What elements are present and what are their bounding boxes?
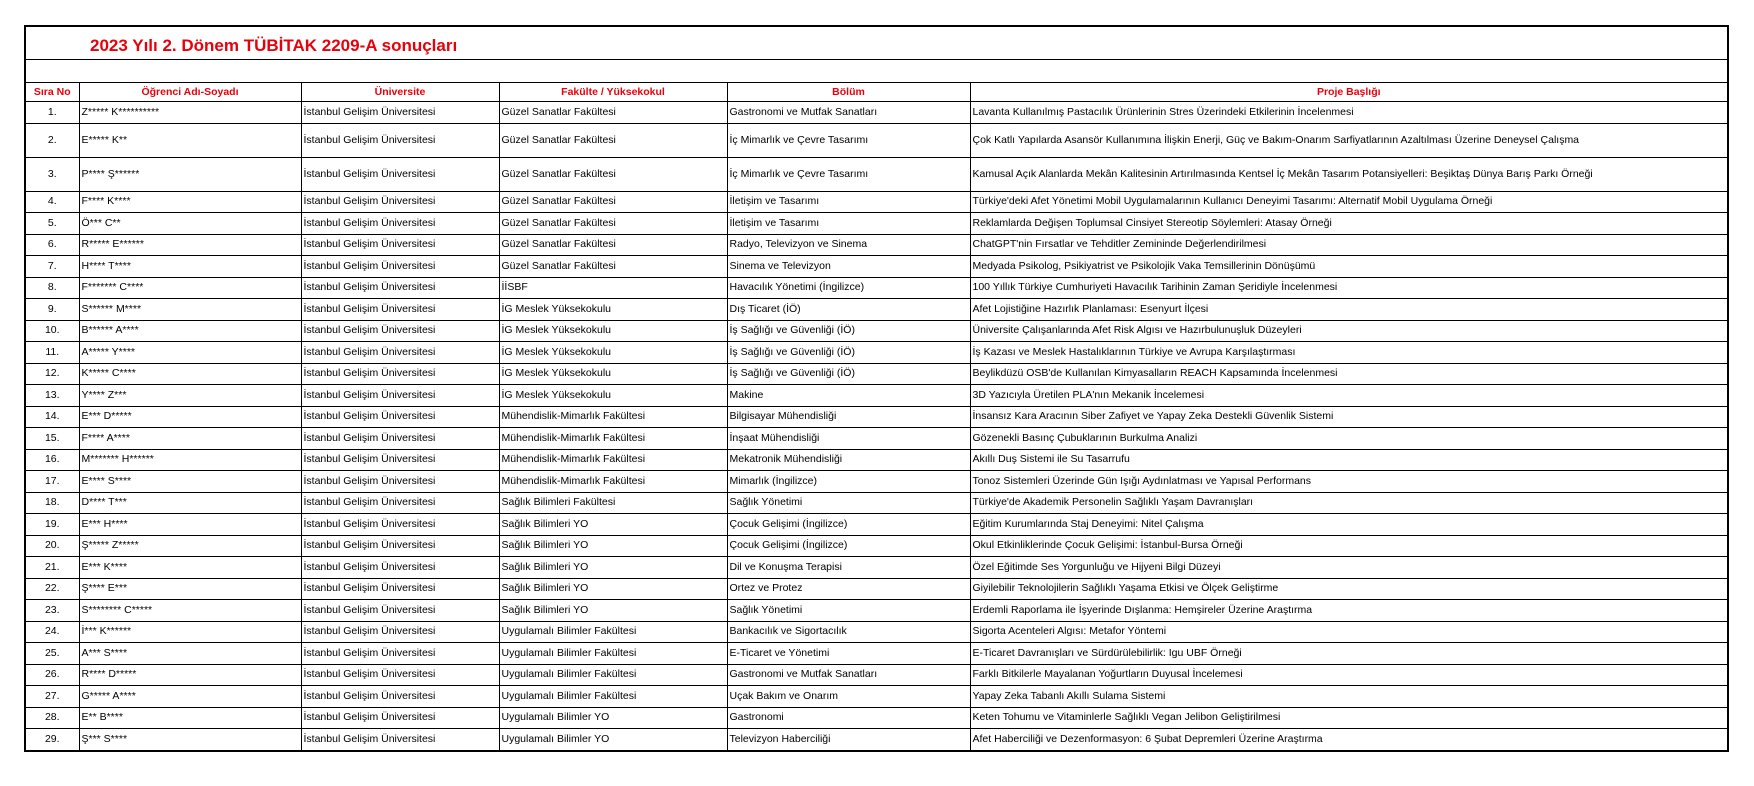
university-cell: İstanbul Gelişim Üniversitesi [301, 664, 499, 686]
department-cell: İç Mimarlık ve Çevre Tasarımı [727, 123, 970, 157]
table-row [26, 514, 1727, 536]
faculty-cell: Sağlık Bilimleri Fakültesi [499, 492, 727, 514]
faculty-cell: Mühendislik-Mimarlık Fakültesi [499, 471, 727, 493]
university-cell: İstanbul Gelişim Üniversitesi [301, 191, 499, 213]
row-number-cell: 10. [26, 320, 79, 342]
faculty-cell: İG Meslek Yüksekokulu [499, 363, 727, 385]
row-number-cell: 9. [26, 299, 79, 321]
row-number-cell: 20. [26, 535, 79, 557]
student-name-cell: Ö*** C** [79, 213, 301, 235]
project-title-cell: İnsansız Kara Aracının Siber Zafiyet ve Yapay Zeka Destekli Güvenlik Sistemi [970, 406, 1727, 428]
row-number-cell: 19. [26, 514, 79, 536]
project-title-cell: Erdemli Raporlama ile İşyerinde Dışlanma: Hemşireler Üzerine Araştırma [970, 600, 1727, 622]
project-title-cell: Beylikdüzü OSB'de Kullanılan Kimyasalların REACH Kapsamında İncelenmesi [970, 363, 1727, 385]
project-title-cell: Kamusal Açık Alanlarda Mekân Kalitesinin Artırılmasında Kentsel İç Mekân Tasarım Potansiyelleri: Beşiktaş Dünya Barış Parkı Örneği [970, 157, 1727, 191]
project-title-cell: Sigorta Acenteleri Algısı: Metafor Yöntemi [970, 621, 1727, 643]
faculty-cell: Güzel Sanatlar Fakültesi [499, 102, 727, 124]
faculty-cell: İG Meslek Yüksekokulu [499, 342, 727, 364]
faculty-cell: Mühendislik-Mimarlık Fakültesi [499, 428, 727, 450]
university-cell: İstanbul Gelişim Üniversitesi [301, 234, 499, 256]
department-cell: İnşaat Mühendisliği [727, 428, 970, 450]
department-cell: Mimarlık (İngilizce) [727, 471, 970, 493]
results-table [26, 83, 1727, 750]
table-row [26, 191, 1727, 213]
student-name-cell: M******* H****** [79, 449, 301, 471]
university-cell: İstanbul Gelişim Üniversitesi [301, 256, 499, 278]
row-number-cell: 6. [26, 234, 79, 256]
project-title-cell: E-Ticaret Davranışları ve Sürdürülebilirlik: Igu UBF Örneği [970, 643, 1727, 665]
row-number-cell: 5. [26, 213, 79, 235]
table-row [26, 277, 1727, 299]
project-title-cell: Akıllı Duş Sistemi ile Su Tasarrufu [970, 449, 1727, 471]
table-row [26, 342, 1727, 364]
university-cell: İstanbul Gelişim Üniversitesi [301, 102, 499, 124]
project-title-cell: Türkiye'de Akademik Personelin Sağlıklı Yaşam Davranışları [970, 492, 1727, 514]
student-name-cell: İ*** K****** [79, 621, 301, 643]
project-title-cell: Keten Tohumu ve Vitaminlerle Sağlıklı Vegan Jelibon Geliştirilmesi [970, 707, 1727, 729]
row-number-cell: 11. [26, 342, 79, 364]
faculty-cell: Mühendislik-Mimarlık Fakültesi [499, 449, 727, 471]
table-row [26, 157, 1727, 191]
project-title-cell: Üniversite Çalışanlarında Afet Risk Algısı ve Hazırbulunuşluk Düzeyleri [970, 320, 1727, 342]
student-name-cell: S****** M**** [79, 299, 301, 321]
faculty-cell: Güzel Sanatlar Fakültesi [499, 234, 727, 256]
row-number-cell: 23. [26, 600, 79, 622]
table-row [26, 492, 1727, 514]
student-name-cell: E** B**** [79, 707, 301, 729]
university-cell: İstanbul Gelişim Üniversitesi [301, 385, 499, 407]
university-cell: İstanbul Gelişim Üniversitesi [301, 643, 499, 665]
student-name-cell: A*** S**** [79, 643, 301, 665]
project-title-cell: Farklı Bitkilerle Mayalanan Yoğurtların Duyusal İncelemesi [970, 664, 1727, 686]
project-title-cell: Okul Etkinliklerinde Çocuk Gelişimi: İstanbul-Bursa Örneği [970, 535, 1727, 557]
student-name-cell: Ş**** E*** [79, 578, 301, 600]
row-number-cell: 2. [26, 123, 79, 157]
table-row [26, 299, 1727, 321]
department-cell: Bankacılık ve Sigortacılık [727, 621, 970, 643]
student-name-cell: E***** K** [79, 123, 301, 157]
row-number-cell: 7. [26, 256, 79, 278]
table-row [26, 471, 1727, 493]
department-cell: Havacılık Yönetimi (İngilizce) [727, 277, 970, 299]
row-number-cell: 27. [26, 686, 79, 708]
project-title-cell: Çok Katlı Yapılarda Asansör Kullanımına İlişkin Enerji, Güç ve Bakım-Onarım Sarfiyatlarının Azaltılması Üzerine Deneysel Çalışma [970, 123, 1727, 157]
table-row [26, 621, 1727, 643]
department-cell: E-Ticaret ve Yönetimi [727, 643, 970, 665]
row-number-cell: 28. [26, 707, 79, 729]
university-cell: İstanbul Gelişim Üniversitesi [301, 514, 499, 536]
student-name-cell: Z***** K********** [79, 102, 301, 124]
table-row [26, 385, 1727, 407]
university-cell: İstanbul Gelişim Üniversitesi [301, 320, 499, 342]
faculty-cell: Güzel Sanatlar Fakültesi [499, 157, 727, 191]
project-title-cell: Eğitim Kurumlarında Staj Deneyimi: Nitel Çalışma [970, 514, 1727, 536]
student-name-cell: F**** K**** [79, 191, 301, 213]
department-cell: Sağlık Yönetimi [727, 492, 970, 514]
university-cell: İstanbul Gelişim Üniversitesi [301, 535, 499, 557]
university-cell: İstanbul Gelişim Üniversitesi [301, 277, 499, 299]
table-row [26, 123, 1727, 157]
table-row [26, 320, 1727, 342]
table-row [26, 428, 1727, 450]
faculty-cell: Sağlık Bilimleri YO [499, 578, 727, 600]
university-cell: İstanbul Gelişim Üniversitesi [301, 471, 499, 493]
header-universite: Üniversite [301, 83, 499, 102]
faculty-cell: Sağlık Bilimleri YO [499, 557, 727, 579]
university-cell: İstanbul Gelişim Üniversitesi [301, 707, 499, 729]
blank-row [26, 60, 1727, 83]
row-number-cell: 26. [26, 664, 79, 686]
department-cell: İletişim ve Tasarımı [727, 213, 970, 235]
department-cell: Uçak Bakım ve Onarım [727, 686, 970, 708]
department-cell: İş Sağlığı ve Güvenliği (İÖ) [727, 320, 970, 342]
student-name-cell: G***** A**** [79, 686, 301, 708]
row-number-cell: 18. [26, 492, 79, 514]
table-row [26, 234, 1727, 256]
row-number-cell: 3. [26, 157, 79, 191]
project-title-cell: Gözenekli Basınç Çubuklarının Burkulma Analizi [970, 428, 1727, 450]
row-number-cell: 24. [26, 621, 79, 643]
student-name-cell: F**** A**** [79, 428, 301, 450]
student-name-cell: K***** C**** [79, 363, 301, 385]
student-name-cell: R**** D***** [79, 664, 301, 686]
department-cell: Bilgisayar Mühendisliği [727, 406, 970, 428]
row-number-cell: 16. [26, 449, 79, 471]
department-cell: Çocuk Gelişimi (İngilizce) [727, 535, 970, 557]
university-cell: İstanbul Gelişim Üniversitesi [301, 686, 499, 708]
department-cell: Sağlık Yönetimi [727, 600, 970, 622]
table-header-row [26, 83, 1727, 102]
row-number-cell: 8. [26, 277, 79, 299]
university-cell: İstanbul Gelişim Üniversitesi [301, 428, 499, 450]
project-title-cell: Yapay Zeka Tabanlı Akıllı Sulama Sistemi [970, 686, 1727, 708]
faculty-cell: Uygulamalı Bilimler Fakültesi [499, 664, 727, 686]
university-cell: İstanbul Gelişim Üniversitesi [301, 157, 499, 191]
row-number-cell: 22. [26, 578, 79, 600]
department-cell: Ortez ve Protez [727, 578, 970, 600]
faculty-cell: Sağlık Bilimleri YO [499, 535, 727, 557]
table-row [26, 578, 1727, 600]
faculty-cell: Güzel Sanatlar Fakültesi [499, 191, 727, 213]
faculty-cell: Uygulamalı Bilimler Fakültesi [499, 621, 727, 643]
table-row [26, 535, 1727, 557]
row-number-cell: 17. [26, 471, 79, 493]
student-name-cell: S******** C***** [79, 600, 301, 622]
table-body [26, 102, 1727, 750]
student-name-cell: D**** T*** [79, 492, 301, 514]
table-row [26, 557, 1727, 579]
faculty-cell: Mühendislik-Mimarlık Fakültesi [499, 406, 727, 428]
row-number-cell: 29. [26, 729, 79, 750]
student-name-cell: R***** E****** [79, 234, 301, 256]
university-cell: İstanbul Gelişim Üniversitesi [301, 213, 499, 235]
faculty-cell: Sağlık Bilimleri YO [499, 514, 727, 536]
department-cell: Gastronomi ve Mutfak Sanatları [727, 102, 970, 124]
student-name-cell: E*** K**** [79, 557, 301, 579]
department-cell: İç Mimarlık ve Çevre Tasarımı [727, 157, 970, 191]
row-number-cell: 14. [26, 406, 79, 428]
table-row [26, 686, 1727, 708]
table-row [26, 102, 1727, 124]
faculty-cell: İG Meslek Yüksekokulu [499, 320, 727, 342]
department-cell: Gastronomi [727, 707, 970, 729]
row-number-cell: 25. [26, 643, 79, 665]
header-fakulte: Fakülte / Yüksekokul [499, 83, 727, 102]
header-bolum: Bölüm [727, 83, 970, 102]
university-cell: İstanbul Gelişim Üniversitesi [301, 621, 499, 643]
student-name-cell: Ş*** S**** [79, 729, 301, 750]
table-row [26, 729, 1727, 750]
results-sheet [24, 25, 1729, 752]
student-name-cell: E**** S**** [79, 471, 301, 493]
faculty-cell: Güzel Sanatlar Fakültesi [499, 123, 727, 157]
project-title-cell: Türkiye'deki Afet Yönetimi Mobil Uygulamalarının Kullanıcı Deneyimi Tasarımı: Alternatif Mobil Uygulama Örneği [970, 191, 1727, 213]
department-cell: Dış Ticaret (İÖ) [727, 299, 970, 321]
department-cell: İletişim ve Tasarımı [727, 191, 970, 213]
department-cell: Radyo, Televizyon ve Sinema [727, 234, 970, 256]
title-row [26, 27, 1727, 60]
faculty-cell: Sağlık Bilimleri YO [499, 600, 727, 622]
project-title-cell: Giyilebilir Teknolojilerin Sağlıklı Yaşama Etkisi ve Ölçek Geliştirme [970, 578, 1727, 600]
faculty-cell: İG Meslek Yüksekokulu [499, 299, 727, 321]
faculty-cell: Uygulamalı Bilimler YO [499, 729, 727, 750]
page-title: 2023 Yılı 2. Dönem TÜBİTAK 2209-A sonuçları [90, 36, 458, 55]
faculty-cell: Güzel Sanatlar Fakültesi [499, 213, 727, 235]
header-sira-no: Sıra No [26, 83, 79, 102]
university-cell: İstanbul Gelişim Üniversitesi [301, 729, 499, 750]
student-name-cell: E*** H**** [79, 514, 301, 536]
university-cell: İstanbul Gelişim Üniversitesi [301, 449, 499, 471]
department-cell: Makine [727, 385, 970, 407]
project-title-cell: Tonoz Sistemleri Üzerinde Gün Işığı Aydınlatması ve Yapısal Performans [970, 471, 1727, 493]
project-title-cell: Afet Lojistiğine Hazırlık Planlaması: Esenyurt İlçesi [970, 299, 1727, 321]
project-title-cell: 100 Yıllık Türkiye Cumhuriyeti Havacılık Tarihinin Zaman Şeridiyle İncelenmesi [970, 277, 1727, 299]
faculty-cell: Güzel Sanatlar Fakültesi [499, 256, 727, 278]
faculty-cell: Uygulamalı Bilimler YO [499, 707, 727, 729]
university-cell: İstanbul Gelişim Üniversitesi [301, 492, 499, 514]
university-cell: İstanbul Gelişim Üniversitesi [301, 578, 499, 600]
department-cell: Televizyon Haberciliği [727, 729, 970, 750]
table-row [26, 600, 1727, 622]
student-name-cell: P**** Ş****** [79, 157, 301, 191]
table-row [26, 406, 1727, 428]
faculty-cell: Uygulamalı Bilimler Fakültesi [499, 686, 727, 708]
row-number-cell: 13. [26, 385, 79, 407]
faculty-cell: Uygulamalı Bilimler Fakültesi [499, 643, 727, 665]
project-title-cell: Medyada Psikolog, Psikiyatrist ve Psikolojik Vaka Temsillerinin Dönüşümü [970, 256, 1727, 278]
university-cell: İstanbul Gelişim Üniversitesi [301, 123, 499, 157]
row-number-cell: 4. [26, 191, 79, 213]
department-cell: İş Sağlığı ve Güvenliği (İÖ) [727, 363, 970, 385]
row-number-cell: 1. [26, 102, 79, 124]
department-cell: Mekatronik Mühendisliği [727, 449, 970, 471]
project-title-cell: Afet Haberciliği ve Dezenformasyon: 6 Şubat Depremleri Üzerine Araştırma [972, 732, 1323, 745]
student-name-cell: F******* C**** [79, 277, 301, 299]
department-cell: Dil ve Konuşma Terapisi [727, 557, 970, 579]
student-name-cell: E*** D***** [79, 406, 301, 428]
student-name-cell: B****** A**** [79, 320, 301, 342]
student-name-cell: A***** Y**** [79, 342, 301, 364]
department-cell: Çocuk Gelişimi (İngilizce) [727, 514, 970, 536]
department-cell: İş Sağlığı ve Güvenliği (İÖ) [727, 342, 970, 364]
table-row [26, 664, 1727, 686]
header-ogrenci: Öğrenci Adı-Soyadı [79, 83, 301, 102]
project-title-cell: ChatGPT'nin Fırsatlar ve Tehditler Zemininde Değerlendirilmesi [970, 234, 1727, 256]
university-cell: İstanbul Gelişim Üniversitesi [301, 342, 499, 364]
university-cell: İstanbul Gelişim Üniversitesi [301, 600, 499, 622]
student-name-cell: Ş***** Z***** [79, 535, 301, 557]
row-number-cell: 21. [26, 557, 79, 579]
department-cell: Gastronomi ve Mutfak Sanatları [727, 664, 970, 686]
project-title-cell: Reklamlarda Değişen Toplumsal Cinsiyet Stereotip Söylemleri: Atasay Örneği [970, 213, 1727, 235]
project-title-cell: İş Kazası ve Meslek Hastalıklarının Türkiye ve Avrupa Karşılaştırması [970, 342, 1727, 364]
university-cell: İstanbul Gelişim Üniversitesi [301, 557, 499, 579]
project-title-cell: Özel Eğitimde Ses Yorgunluğu ve Hijyeni Bilgi Düzeyi [970, 557, 1727, 579]
row-number-cell: 12. [26, 363, 79, 385]
table-row [26, 213, 1727, 235]
university-cell: İstanbul Gelişim Üniversitesi [301, 363, 499, 385]
faculty-cell: İG Meslek Yüksekokulu [499, 385, 727, 407]
project-title-cell: Lavanta Kullanılmış Pastacılık Ürünlerinin Stres Üzerindeki Etkilerinin İncelenmesi [970, 102, 1727, 124]
university-cell: İstanbul Gelişim Üniversitesi [301, 406, 499, 428]
row-number-cell: 15. [26, 428, 79, 450]
university-cell: İstanbul Gelişim Üniversitesi [301, 299, 499, 321]
header-proje: Proje Başlığı [970, 83, 1727, 102]
faculty-cell: İİSBF [499, 277, 727, 299]
table-row [26, 256, 1727, 278]
student-name-cell: Y**** Z*** [79, 385, 301, 407]
table-row [26, 363, 1727, 385]
project-title-cell: 3D Yazıcıyla Üretilen PLA'nın Mekanik İncelemesi [970, 385, 1727, 407]
student-name-cell: H**** T**** [79, 256, 301, 278]
table-row [26, 707, 1727, 729]
table-row [26, 643, 1727, 665]
table-row [26, 449, 1727, 471]
department-cell: Sinema ve Televizyon [727, 256, 970, 278]
